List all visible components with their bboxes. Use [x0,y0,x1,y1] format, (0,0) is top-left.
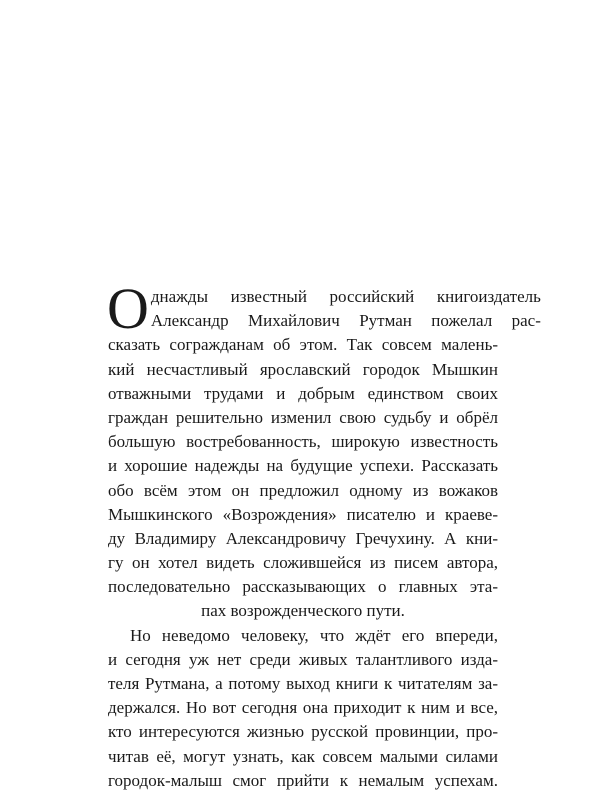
text-line: Мышкинского «Возрождения» писателю и краеве- [108,504,498,524]
paragraph-2 [108,624,498,793]
body-text [107,276,541,793]
drop-cap: О [107,276,149,341]
text-line: держался. Но вот сегодня она приходит к ним и все, [108,698,498,718]
paragraph-1 [107,276,541,624]
text-line: теля Рутмана, а потому выход книги к читателям за- [108,674,498,693]
text-line: днажды известный российский книгоиздатель [150,287,541,306]
text-line: Но неведомо человеку, что ждёт его впереди, [130,625,498,645]
text-line: гу он хотел видеть сложившейся из писем автора, [108,553,498,573]
text-line: ду Владимиру Александровичу Гречухину. А кни- [108,528,498,548]
text-line: читав её, могут узнать, как совсем малыми силами [108,746,498,766]
text-line: большую востребованность, широкую известность [108,432,498,452]
text-line: граждан решительно изменил свою судьбу и обрёл [108,407,498,427]
text-line: пах возрожденческого пути. [201,601,405,621]
text-line: кий несчастливый ярославский городок Мышкин [108,359,498,379]
text-line: последовательно рассказывающих о главных эта- [108,577,498,597]
text-line: отважными трудами и добрым единством своих [108,383,498,403]
text-line: городок-малыш смог прийти к немалым успехам. [108,770,498,790]
text-line: и сегодня уж нет среди живых талантливого изда- [108,649,498,669]
text-line: сказать согражданам об этом. Так совсем малень- [108,335,498,355]
text-line: обо всём этом он предложил одному из вожаков [108,480,498,500]
text-line: кто интересуются жизнью русской провинции, про- [108,722,498,742]
text-line: Александр Михайлович Рутман пожелал рас- [150,311,541,331]
text-line: и хорошие надежды на будущие успехи. Рассказать [108,456,498,476]
